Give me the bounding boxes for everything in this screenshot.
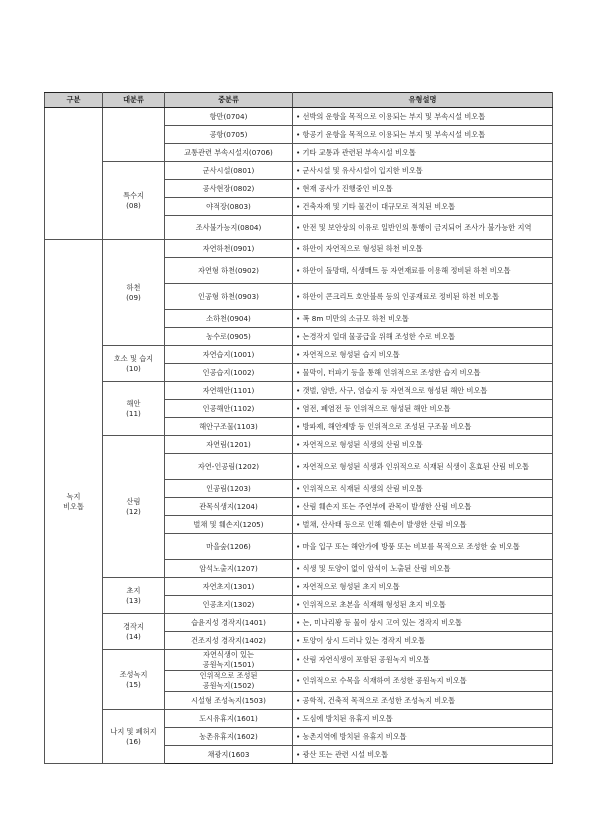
table-row xyxy=(45,710,553,728)
type-description-cell: • 항공기 운항을 목적으로 이용되는 부지 및 부속시설 비오톱 xyxy=(293,126,553,144)
mid-class-cell: 습윤지성 경작지(1401) xyxy=(165,614,293,632)
type-description-cell: • 토양이 상시 드러나 있는 경작지 비오톱 xyxy=(293,632,553,650)
table-row xyxy=(45,436,553,454)
mid-class-cell: 인위적으로 조성된 공원녹지(1502) xyxy=(165,671,293,692)
type-description-cell: • 자연적으로 형성된 식생과 인위적으로 식재된 식생이 혼효된 산림 비오톱 xyxy=(293,454,553,480)
type-description-cell: • 염전, 폐염전 등 인위적으로 형성된 해안 비오톱 xyxy=(293,400,553,418)
type-description-cell: • 하안이 자연적으로 형성된 하천 비오톱 xyxy=(293,240,553,258)
type-description-cell: • 폭 8m 미만의 소규모 하천 비오톱 xyxy=(293,310,553,328)
mid-class-cell: 소하천(0904) xyxy=(165,310,293,328)
table-row xyxy=(45,240,553,258)
mid-class-cell: 벌채 및 훼손지(1205) xyxy=(165,516,293,534)
large-class-cell: 해안 (11) xyxy=(103,382,165,436)
large-class-cell: 초지 (13) xyxy=(103,578,165,614)
large-class-cell: 호소 및 습지 (10) xyxy=(103,346,165,382)
type-description-cell: • 광산 또는 관련 시설 비오톱 xyxy=(293,746,553,764)
type-description-cell: • 자연적으로 형성된 습지 비오톱 xyxy=(293,346,553,364)
mid-class-cell: 공항(0705) xyxy=(165,126,293,144)
mid-class-cell: 농수로(0905) xyxy=(165,328,293,346)
type-description-cell: • 하안이 콘크리트 호안블록 등의 인공재료로 정비된 하천 비오톱 xyxy=(293,284,553,310)
type-description-cell: • 벌채, 산사태 등으로 인해 훼손이 발생한 산림 비오톱 xyxy=(293,516,553,534)
table-row xyxy=(45,650,553,671)
mid-class-cell: 자연해안(1101) xyxy=(165,382,293,400)
table-row xyxy=(45,578,553,596)
large-class-cell: 나지 및 폐허지 (16) xyxy=(103,710,165,764)
mid-class-cell: 야적장(0803) xyxy=(165,198,293,216)
mid-class-cell: 건조지성 경작지(1402) xyxy=(165,632,293,650)
type-description-cell: • 논, 미나리꽝 등 물이 상시 고여 있는 경작지 비오톱 xyxy=(293,614,553,632)
mid-class-cell: 자연식생이 있는 공원녹지(1501) xyxy=(165,650,293,671)
large-class-cell: 하천 (09) xyxy=(103,240,165,346)
mid-class-cell: 자연-인공림(1202) xyxy=(165,454,293,480)
type-description-cell: • 산림 훼손지 또는 주연부에 관목이 발생한 산림 비오톱 xyxy=(293,498,553,516)
type-description-cell: • 갯벌, 암반, 사구, 염습지 등 자연적으로 형성된 해안 비오톱 xyxy=(293,382,553,400)
mid-class-cell: 관목식생지(1204) xyxy=(165,498,293,516)
type-description-cell: • 자연적으로 형성된 초지 비오톱 xyxy=(293,578,553,596)
mid-class-cell: 채광지(1603 xyxy=(165,746,293,764)
mid-class-cell: 인공습지(1002) xyxy=(165,364,293,382)
type-description-cell: • 선박의 운항을 목적으로 이용되는 부지 및 부속시설 비오톱 xyxy=(293,108,553,126)
mid-class-cell: 인공초지(1302) xyxy=(165,596,293,614)
mid-class-cell: 조사불가능지(0804) xyxy=(165,216,293,240)
category-cell: 녹지 비오톱 xyxy=(45,240,103,764)
type-description-cell: • 방파제, 해안제방 등 인위적으로 조성된 구조물 비오톱 xyxy=(293,418,553,436)
type-description-cell: • 인위적으로 식재된 식생의 산림 비오톱 xyxy=(293,480,553,498)
large-class-cell: 경작지 (14) xyxy=(103,614,165,650)
type-description-cell: • 인위적으로 초본을 식재해 형성된 초지 비오톱 xyxy=(293,596,553,614)
large-class-cell: 조성녹지 (15) xyxy=(103,650,165,710)
mid-class-cell: 자연림(1201) xyxy=(165,436,293,454)
type-description-cell: • 농촌지역에 방치된 유휴지 비오톱 xyxy=(293,728,553,746)
table-row xyxy=(45,382,553,400)
type-description-cell: • 도심에 방치된 유휴지 비오톱 xyxy=(293,710,553,728)
mid-class-cell: 암석노출지(1207) xyxy=(165,560,293,578)
type-description-cell: • 공학적, 건축적 목적으로 조성한 조성녹지 비오톱 xyxy=(293,692,553,710)
table-row xyxy=(45,614,553,632)
mid-class-cell: 군사시설(0801) xyxy=(165,162,293,180)
table-row xyxy=(45,108,553,126)
mid-class-cell: 시설형 조성녹지(1503) xyxy=(165,692,293,710)
type-description-cell: • 식생 및 토양이 없이 암석이 노출된 산림 비오톱 xyxy=(293,560,553,578)
type-description-cell: • 논경작지 일대 물공급을 위해 조성한 수로 비오톱 xyxy=(293,328,553,346)
mid-class-cell: 자연형 하천(0902) xyxy=(165,258,293,284)
category-cell xyxy=(45,108,103,240)
mid-class-cell: 인공림(1203) xyxy=(165,480,293,498)
mid-class-cell: 자연초지(1301) xyxy=(165,578,293,596)
type-description-cell: • 건축자재 및 기타 물건이 대규모로 적치된 비오톱 xyxy=(293,198,553,216)
large-class-cell xyxy=(103,108,165,162)
type-description-cell: • 인위적으로 수목을 식재하여 조성한 공원녹지 비오톱 xyxy=(293,671,553,692)
header-large-class: 대분류 xyxy=(103,93,165,108)
type-description-cell: • 자연적으로 형성된 식생의 산림 비오톱 xyxy=(293,436,553,454)
type-description-cell: • 산림 자연식생이 포함된 공원녹지 비오톱 xyxy=(293,650,553,671)
type-description-cell: • 기타 교통과 관련된 부속시설 비오톱 xyxy=(293,144,553,162)
header-type-description: 유형설명 xyxy=(293,93,553,108)
mid-class-cell: 공사현장(0802) xyxy=(165,180,293,198)
mid-class-cell: 항만(0704) xyxy=(165,108,293,126)
type-description-cell: • 물막이, 터파기 등을 통해 인위적으로 조성한 습지 비오톱 xyxy=(293,364,553,382)
mid-class-cell: 자연하천(0901) xyxy=(165,240,293,258)
mid-class-cell: 도시유휴지(1601) xyxy=(165,710,293,728)
type-description-cell: • 안전 및 보안상의 이유로 일반인의 통행이 금지되어 조사가 불가능한 지역 xyxy=(293,216,553,240)
header-mid-class: 중분류 xyxy=(165,93,293,108)
mid-class-cell: 교통관련 부속시설지(0706) xyxy=(165,144,293,162)
table-body xyxy=(45,108,553,764)
mid-class-cell: 인공형 하천(0903) xyxy=(165,284,293,310)
table-header-row xyxy=(45,93,553,108)
mid-class-cell: 자연습지(1001) xyxy=(165,346,293,364)
header-category: 구분 xyxy=(45,93,103,108)
type-description-cell: • 하안이 돌망태, 식생매트 등 자연재료를 이용해 정비된 하천 비오톱 xyxy=(293,258,553,284)
type-description-cell: • 마을 입구 또는 해안가에 방풍 또는 비보를 목적으로 조성한 숲 비오톱 xyxy=(293,534,553,560)
mid-class-cell: 농촌유휴지(1602) xyxy=(165,728,293,746)
mid-class-cell: 인공해안(1102) xyxy=(165,400,293,418)
type-description-cell: • 군사시설 및 유사시설이 입지한 비오톱 xyxy=(293,162,553,180)
mid-class-cell: 해안구조물(1103) xyxy=(165,418,293,436)
table-row xyxy=(45,162,553,180)
biotope-classification-table xyxy=(44,92,553,764)
large-class-cell: 특수지 (08) xyxy=(103,162,165,240)
large-class-cell: 산림 (12) xyxy=(103,436,165,578)
mid-class-cell: 마을숲(1206) xyxy=(165,534,293,560)
table-row xyxy=(45,346,553,364)
type-description-cell: • 현재 공사가 진행중인 비오톱 xyxy=(293,180,553,198)
